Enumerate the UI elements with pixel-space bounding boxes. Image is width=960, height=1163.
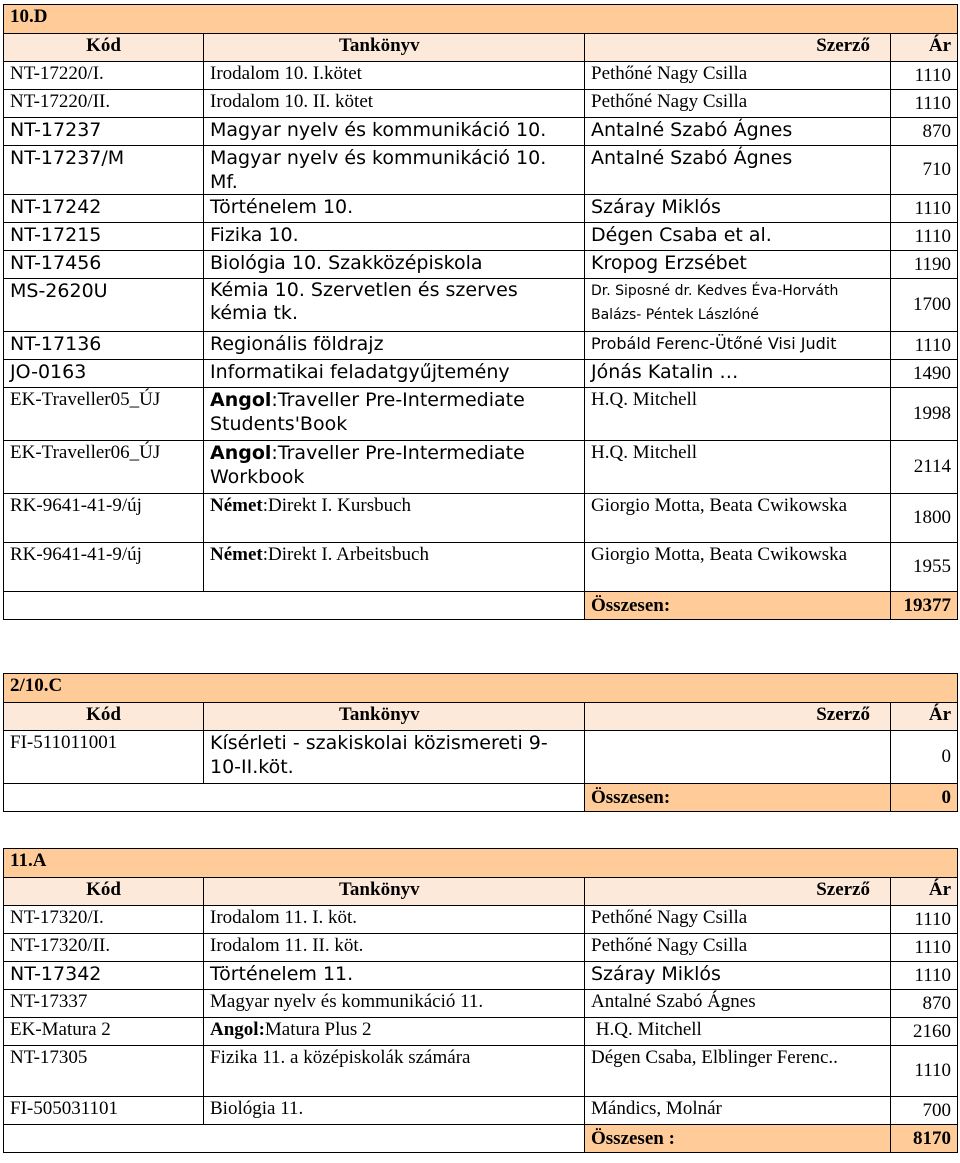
cell-price: 1998: [891, 388, 958, 441]
table-row: [4, 906, 958, 934]
cell-author: Giorgio Motta, Beata Cwikowska: [585, 543, 891, 592]
table-row: [4, 934, 958, 962]
cell-code: EK-Traveller05_ÚJ: [4, 388, 204, 441]
header-price: Ár: [891, 703, 958, 731]
table-row: [4, 388, 958, 441]
table-row: [4, 118, 958, 146]
header-code: Kód: [4, 703, 204, 731]
cell-subject: Angol: [210, 442, 272, 464]
cell-book-title: :Traveller Pre-Intermediate Workbook: [210, 442, 525, 488]
header-code: Kód: [4, 878, 204, 906]
cell-author: Dégen Csaba, Elblinger Ferenc..: [585, 1046, 891, 1097]
cell-price: 1110: [891, 906, 958, 934]
cell-code: NT-17305: [4, 1046, 204, 1097]
section-title-row: [4, 5, 958, 34]
cell-author: Pethőné Nagy Csilla: [585, 62, 891, 90]
cell-author: H.Q. Mitchell: [585, 441, 891, 494]
cell-code: NT-17136: [4, 332, 204, 360]
cell-code: EK-Traveller06_ÚJ: [4, 441, 204, 494]
cell-price: 2114: [891, 441, 958, 494]
cell-code: NT-17456: [4, 251, 204, 279]
section-title-row: [4, 849, 958, 878]
cell-code: NT-17242: [4, 195, 204, 223]
header-row: [4, 34, 958, 62]
header-book: Tankönyv: [204, 703, 585, 731]
table-row: [4, 195, 958, 223]
cell-code: MS-2620U: [4, 279, 204, 332]
header-row: [4, 703, 958, 731]
header-book: Tankönyv: [204, 34, 585, 62]
class-table-11a: [3, 848, 958, 1153]
table-row: [4, 279, 958, 332]
total-label: Összesen :: [585, 1125, 891, 1153]
total-row: [4, 592, 958, 620]
cell-book: Biológia 11.: [204, 1097, 585, 1125]
cell-code: NT-17237: [4, 118, 204, 146]
table-row: [4, 441, 958, 494]
total-empty-cell: [4, 592, 204, 620]
header-author: Szerző: [585, 34, 891, 62]
table-row: [4, 731, 958, 784]
cell-author: Száray Miklós: [585, 195, 891, 223]
cell-book: Történelem 11.: [204, 962, 585, 990]
cell-price: 710: [891, 146, 958, 195]
cell-code: RK-9641-41-9/új: [4, 543, 204, 592]
cell-price: 1110: [891, 62, 958, 90]
class-table-10d: [3, 4, 958, 620]
cell-author: Száray Miklós: [585, 962, 891, 990]
cell-book: Magyar nyelv és kommunikáció 11.: [204, 990, 585, 1018]
total-row: [4, 784, 958, 812]
cell-code: FI-511011001: [4, 731, 204, 784]
table-row: [4, 494, 958, 543]
cell-author: Mándics, Molnár: [585, 1097, 891, 1125]
cell-book: Történelem 10.: [204, 195, 585, 223]
cell-book: [204, 543, 585, 592]
cell-book: Fizika 11. a középiskolák számára: [204, 1046, 585, 1097]
cell-author: H.Q. Mitchell: [585, 1018, 891, 1046]
table-row: [4, 1018, 958, 1046]
total-empty-cell: [4, 784, 204, 812]
cell-book: [204, 1018, 585, 1046]
table-row: [4, 1046, 958, 1097]
cell-author: Dégen Csaba et al.: [585, 223, 891, 251]
cell-price: 1955: [891, 543, 958, 592]
header-book: Tankönyv: [204, 878, 585, 906]
class-table-2-10c: [3, 673, 958, 812]
cell-author: Giorgio Motta, Beata Cwikowska: [585, 494, 891, 543]
cell-code: JO-0163: [4, 360, 204, 388]
cell-price: 1800: [891, 494, 958, 543]
cell-book: Informatikai feladatgyűjtemény: [204, 360, 585, 388]
cell-author: [585, 731, 891, 784]
cell-price: 1110: [891, 1046, 958, 1097]
cell-subject: Angol: [210, 389, 272, 411]
cell-author: Jónás Katalin …: [585, 360, 891, 388]
cell-book: Irodalom 10. II. kötet: [204, 90, 585, 118]
cell-book: [204, 388, 585, 441]
table-row: [4, 90, 958, 118]
cell-book: Kísérleti - szakiskolai közismereti 9-10-II.köt.: [204, 731, 585, 784]
cell-code: NT-17320/II.: [4, 934, 204, 962]
cell-book: Regionális földrajz: [204, 332, 585, 360]
cell-book-title: :Direkt I. Kursbuch: [262, 495, 412, 516]
cell-book: Kémia 10. Szervetlen és szerves kémia tk.: [204, 279, 585, 332]
cell-author: Pethőné Nagy Csilla: [585, 90, 891, 118]
cell-price: 870: [891, 990, 958, 1018]
cell-code: EK-Matura 2: [4, 1018, 204, 1046]
cell-code: NT-17342: [4, 962, 204, 990]
cell-price: 1110: [891, 332, 958, 360]
header-row: [4, 878, 958, 906]
total-row: [4, 1125, 958, 1153]
cell-price: 700: [891, 1097, 958, 1125]
cell-subject: Német: [210, 495, 263, 516]
table-row: [4, 962, 958, 990]
table-row: [4, 1097, 958, 1125]
cell-author: Antalné Szabó Ágnes: [585, 990, 891, 1018]
cell-code: NT-17337: [4, 990, 204, 1018]
cell-code: NT-17215: [4, 223, 204, 251]
total-empty-cell: [204, 784, 585, 812]
cell-price: 1110: [891, 90, 958, 118]
cell-book: Irodalom 11. I. köt.: [204, 906, 585, 934]
cell-book: Irodalom 11. II. köt.: [204, 934, 585, 962]
cell-code: FI-505031101: [4, 1097, 204, 1125]
table-row: [4, 62, 958, 90]
table-row: [4, 146, 958, 195]
table-row: [4, 543, 958, 592]
cell-price: 1110: [891, 962, 958, 990]
total-value: 19377: [891, 592, 958, 620]
total-label: Összesen:: [585, 592, 891, 620]
cell-price: 2160: [891, 1018, 958, 1046]
total-label: Összesen:: [585, 784, 891, 812]
cell-book: Biológia 10. Szakközépiskola: [204, 251, 585, 279]
cell-subject: Német: [210, 544, 263, 565]
cell-book: Fizika 10.: [204, 223, 585, 251]
table-row: [4, 251, 958, 279]
table-row: [4, 990, 958, 1018]
cell-book: [204, 441, 585, 494]
total-empty-cell: [4, 1125, 204, 1153]
cell-author: Kropog Erzsébet: [585, 251, 891, 279]
header-price: Ár: [891, 878, 958, 906]
cell-author: H.Q. Mitchell: [585, 388, 891, 441]
cell-code: NT-17237/M: [4, 146, 204, 195]
cell-subject: Angol:: [210, 1019, 265, 1040]
section-title-row: [4, 674, 958, 703]
cell-book: Irodalom 10. I.kötet: [204, 62, 585, 90]
cell-code: NT-17220/I.: [4, 62, 204, 90]
cell-price: 1110: [891, 934, 958, 962]
header-price: Ár: [891, 34, 958, 62]
cell-code: RK-9641-41-9/új: [4, 494, 204, 543]
section-title: 2/10.C: [4, 674, 958, 703]
cell-book: Magyar nyelv és kommunikáció 10.: [204, 118, 585, 146]
cell-price: 0: [891, 731, 958, 784]
cell-code: NT-17320/I.: [4, 906, 204, 934]
cell-author: Dr. Siposné dr. Kedves Éva-Horváth Balázs- Péntek Lászlóné: [585, 279, 891, 332]
cell-price: 870: [891, 118, 958, 146]
total-empty-cell: [204, 592, 585, 620]
cell-price: 1700: [891, 279, 958, 332]
cell-price: 1110: [891, 195, 958, 223]
table-row: [4, 332, 958, 360]
header-author: Szerző: [585, 878, 891, 906]
section-title: 10.D: [4, 5, 958, 34]
cell-book-title: :Traveller Pre-Intermediate Students'Book: [210, 389, 525, 435]
total-empty-cell: [204, 1125, 585, 1153]
cell-price: 1490: [891, 360, 958, 388]
table-row: [4, 223, 958, 251]
total-value: 0: [891, 784, 958, 812]
total-value: 8170: [891, 1125, 958, 1153]
table-row: [4, 360, 958, 388]
cell-author: Antalné Szabó Ágnes: [585, 146, 891, 195]
cell-author: Pethőné Nagy Csilla: [585, 906, 891, 934]
cell-price: 1190: [891, 251, 958, 279]
cell-price: 1110: [891, 223, 958, 251]
cell-code: NT-17220/II.: [4, 90, 204, 118]
cell-author: Pethőné Nagy Csilla: [585, 934, 891, 962]
cell-book: [204, 494, 585, 543]
cell-book-title: :Direkt I. Arbeitsbuch: [262, 544, 429, 565]
cell-author: Antalné Szabó Ágnes: [585, 118, 891, 146]
cell-book-title: Matura Plus 2: [264, 1019, 372, 1040]
cell-book: Magyar nyelv és kommunikáció 10. Mf.: [204, 146, 585, 195]
header-code: Kód: [4, 34, 204, 62]
section-title: 11.A: [4, 849, 958, 878]
header-author: Szerző: [585, 703, 891, 731]
cell-author: Probáld Ferenc-Ütőné Visi Judit: [585, 332, 891, 360]
